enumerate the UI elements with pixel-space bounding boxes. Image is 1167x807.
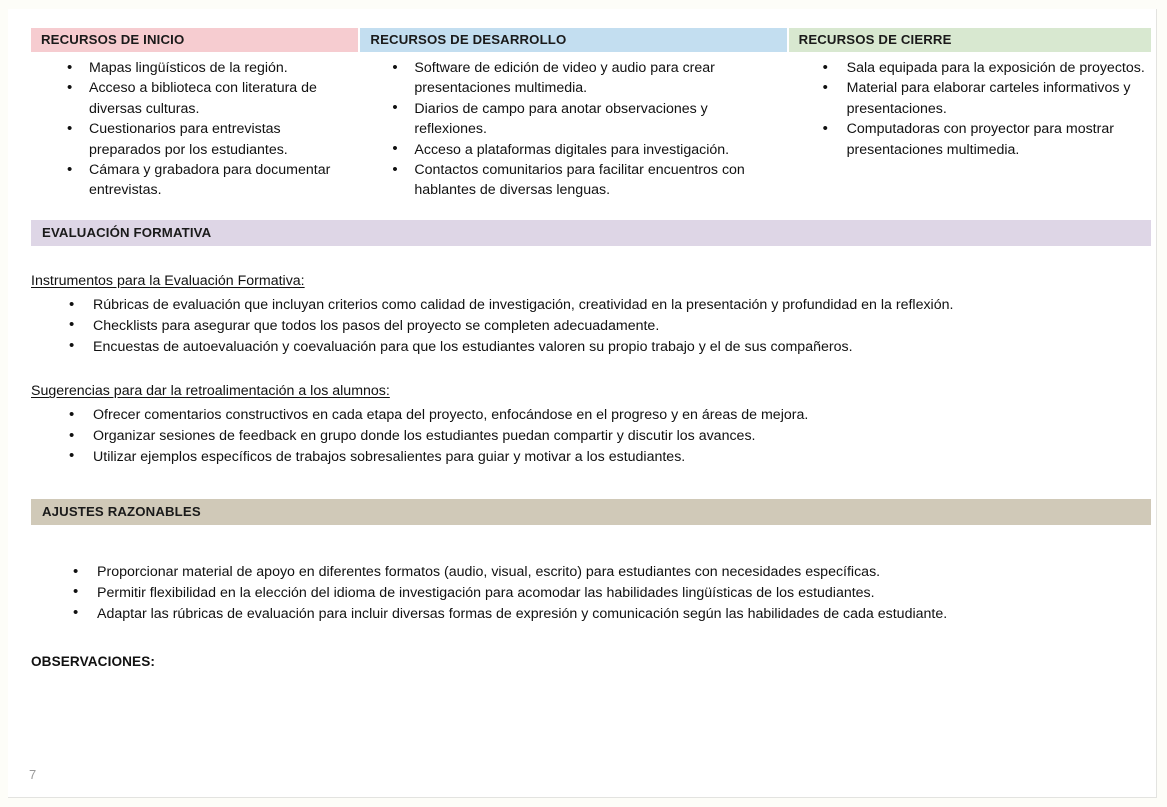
subsection-heading-sugerencias: Sugerencias para dar la retroalimentación a los alumnos: (31, 383, 390, 400)
resources-header-desarrollo: RECURSOS DE DESARROLLO (360, 28, 786, 52)
resources-header-cierre: RECURSOS DE CIERRE (789, 28, 1151, 52)
list-item: • Mapas lingüísticos de la región. (31, 58, 352, 78)
section-header-ajustes-razonables: AJUSTES RAZONABLES (31, 499, 1151, 525)
list-item: • Diarios de campo para anotar observaciones y reflexiones. (360, 99, 780, 140)
list-item: • Contactos comunitarios para facilitar encuentros con hablantes de diversas lenguas. (360, 160, 780, 201)
section-header-evaluacion-formativa: EVALUACIÓN FORMATIVA (31, 220, 1151, 246)
instrumentos-block (31, 271, 1151, 357)
list-item: • Proporcionar material de apoyo en diferentes formatos (audio, visual, escrito) para estudiantes con necesidades específicas. (31, 562, 1151, 583)
resources-section (31, 28, 1151, 201)
sugerencias-list (31, 405, 1151, 467)
list-item: • Organizar sesiones de feedback en grupo donde los estudiantes puedan compartir y discutir los avances. (31, 426, 1151, 447)
resources-list-inicio (31, 58, 358, 201)
sugerencias-block (31, 381, 1151, 467)
resources-column-desarrollo (360, 28, 786, 201)
list-item: • Acceso a plataformas digitales para investigación. (360, 140, 780, 160)
ajustes-list (31, 562, 1151, 624)
observaciones-label: OBSERVACIONES: (31, 654, 156, 669)
evaluacion-formativa-body (31, 271, 1151, 470)
list-item: • Adaptar las rúbricas de evaluación para incluir diversas formas de expresión y comunicación según las habilidades de cada estudiante. (31, 604, 1151, 625)
document-page-sheet (8, 9, 1157, 798)
page-number: 7 (29, 767, 37, 782)
list-item: • Encuestas de autoevaluación y coevaluación para que los estudiantes valoren su propio trabajo y el de sus compañeros. (31, 337, 1151, 358)
instrumentos-list (31, 295, 1151, 357)
list-item: • Ofrecer comentarios constructivos en cada etapa del proyecto, enfocándose en el progreso y en áreas de mejora. (31, 405, 1151, 426)
list-item: • Software de edición de video y audio para crear presentaciones multimedia. (360, 58, 780, 99)
resources-list-desarrollo (360, 58, 786, 201)
resources-header-inicio: RECURSOS DE INICIO (31, 28, 358, 52)
resources-column-inicio (31, 28, 358, 201)
subsection-heading-instrumentos: Instrumentos para la Evaluación Formativa: (31, 273, 305, 289)
list-item: • Utilizar ejemplos específicos de trabajos sobresalientes para guiar y motivar a los estudiantes. (31, 447, 1151, 468)
ajustes-razonables-body (31, 558, 1151, 624)
list-item: • Sala equipada para la exposición de proyectos. (789, 58, 1145, 78)
list-item: • Rúbricas de evaluación que incluyan criterios como calidad de investigación, creatividad en la presentación y profundidad en la reflexión. (31, 295, 1151, 316)
list-item: • Checklists para asegurar que todos los pasos del proyecto se completen adecuadamente. (31, 316, 1151, 337)
list-item: • Cuestionarios para entrevistas preparados por los estudiantes. (31, 119, 352, 160)
list-item: • Material para elaborar carteles informativos y presentaciones. (789, 78, 1145, 119)
list-item: • Acceso a biblioteca con literatura de diversas culturas. (31, 78, 352, 119)
list-item: • Computadoras con proyector para mostrar presentaciones multimedia. (789, 119, 1145, 160)
resources-column-cierre (789, 28, 1151, 160)
resources-list-cierre (789, 58, 1151, 160)
list-item: • Permitir flexibilidad en la elección del idioma de investigación para acomodar las habilidades lingüísticas de los estudiantes. (31, 583, 1151, 604)
list-item: • Cámara y grabadora para documentar entrevistas. (31, 160, 352, 201)
